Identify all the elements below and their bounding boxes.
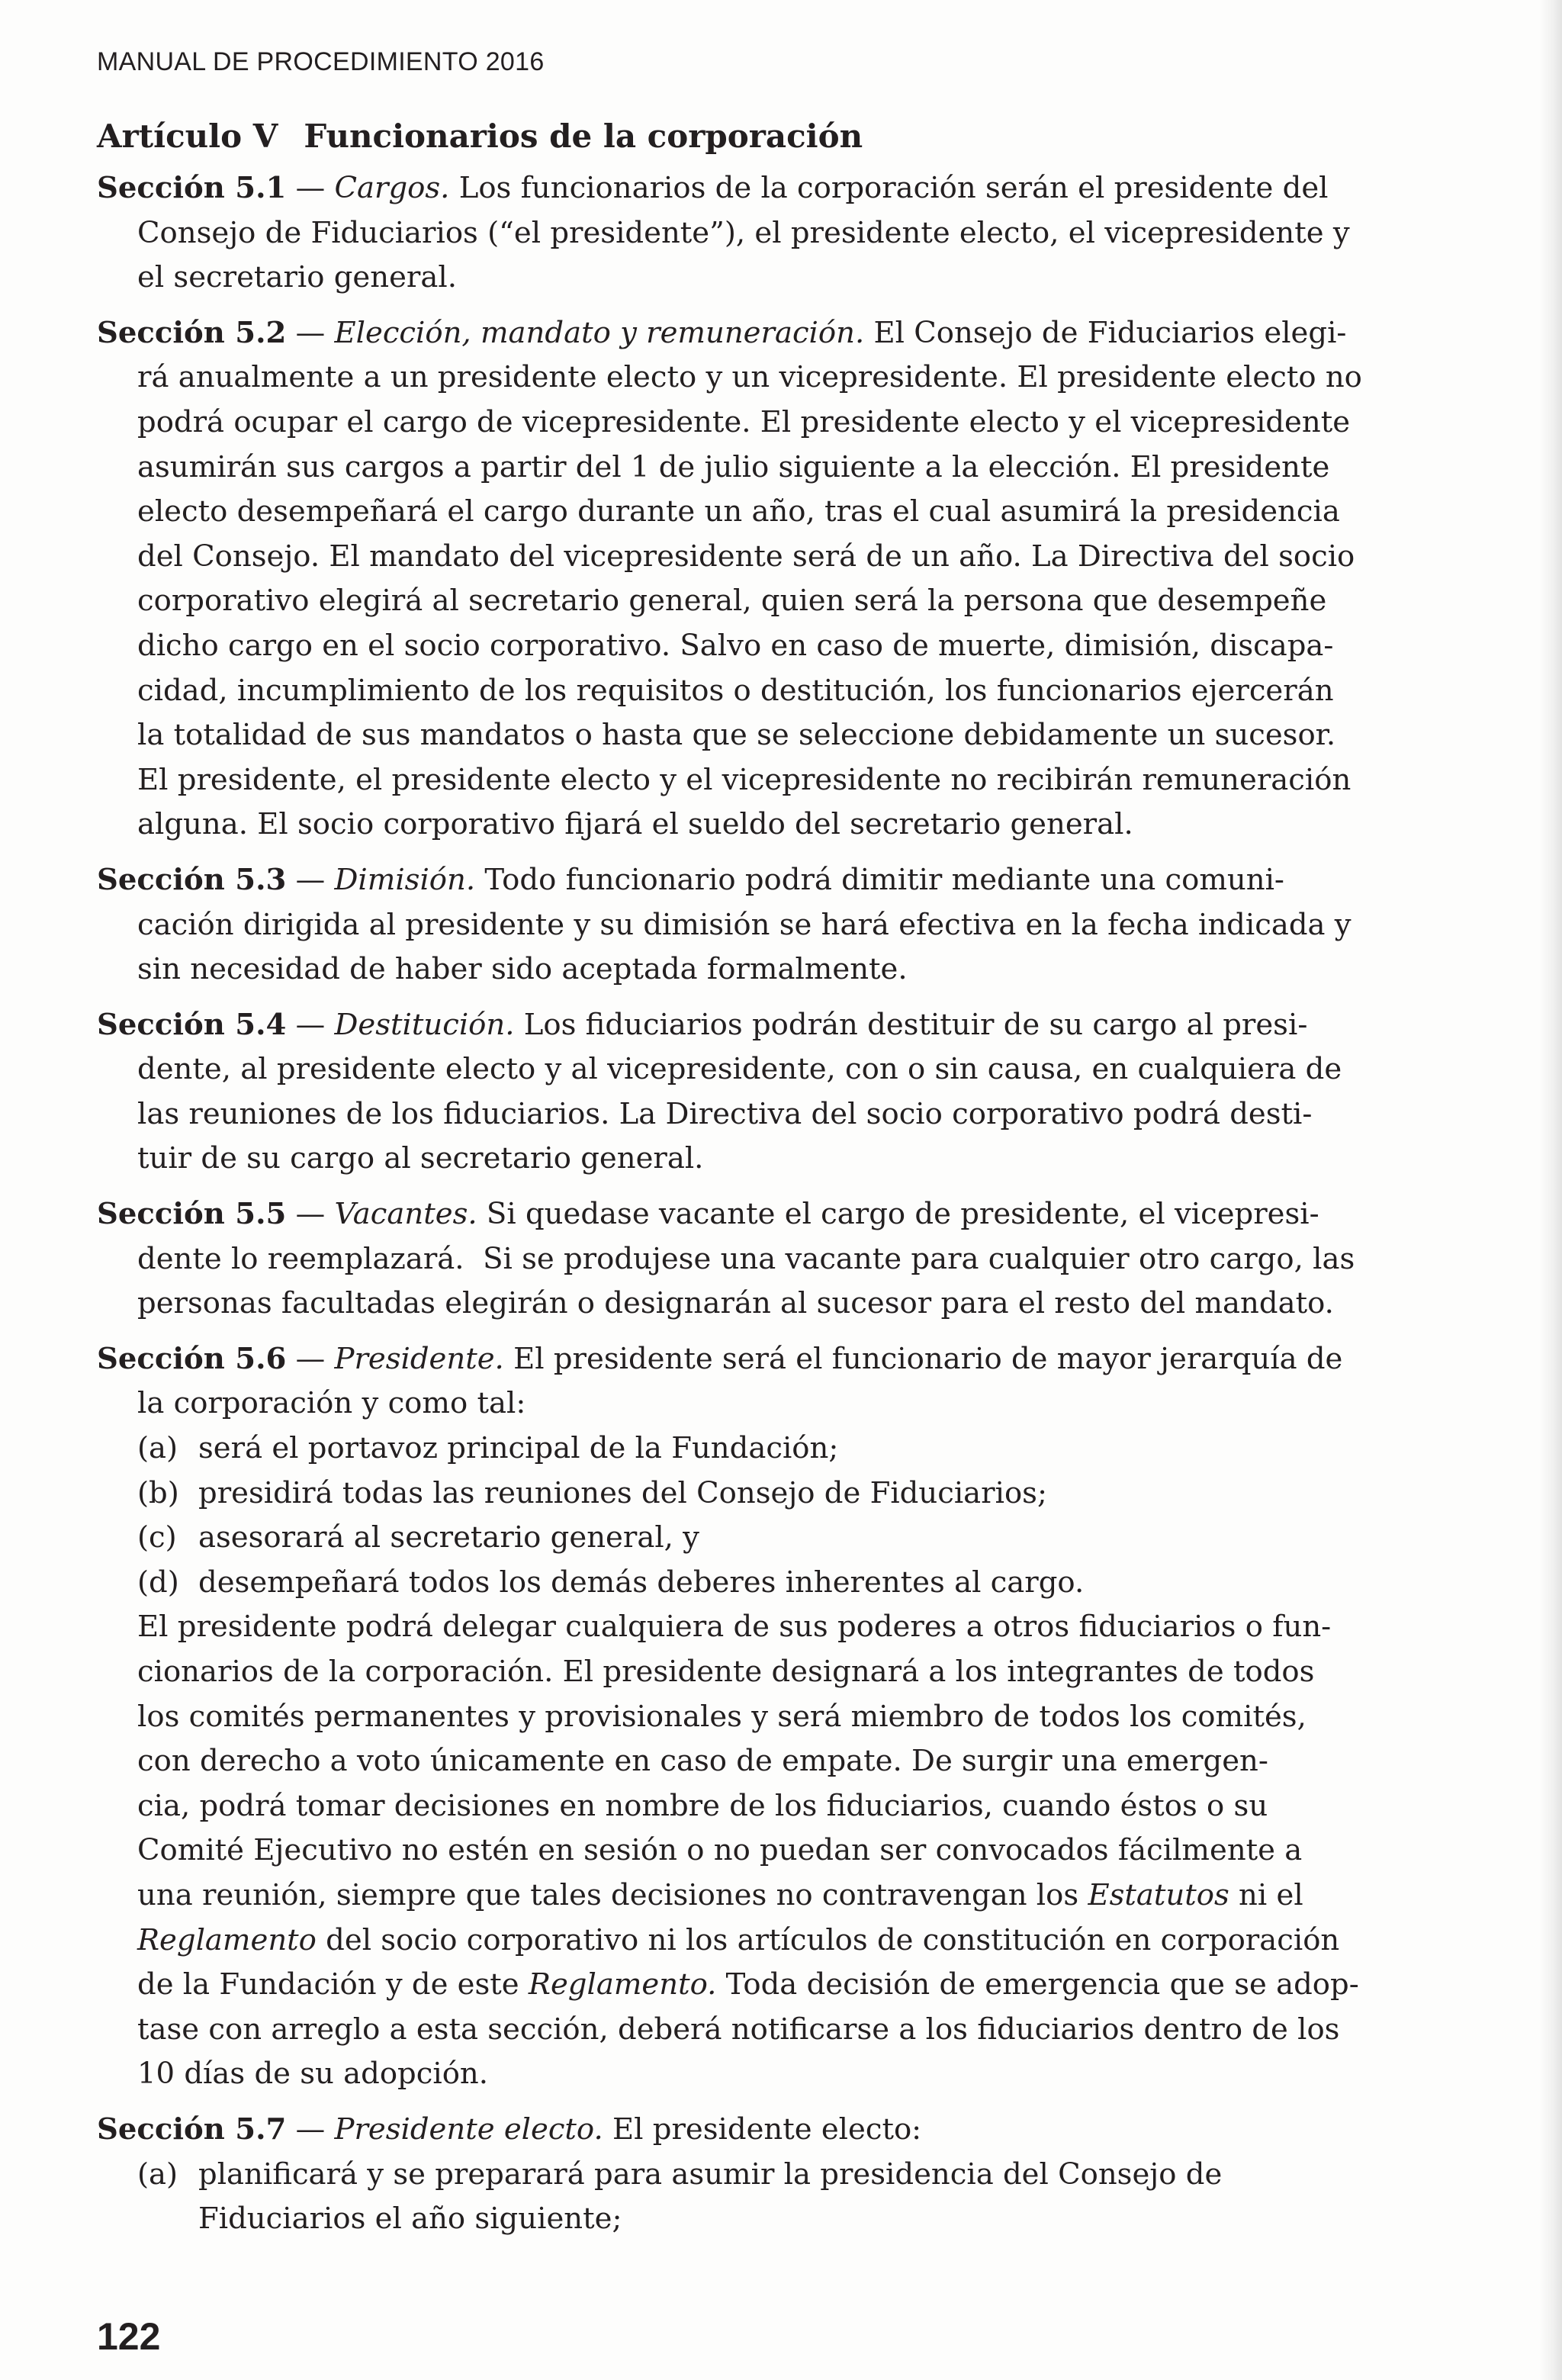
section-text: las reuniones de los fiduciarios. La Directiva del socio corporativo podrá desti- <box>137 1096 1313 1131</box>
page-number: 122 <box>97 2315 161 2358</box>
running-header: MANUAL DE PROCEDIMIENTO 2016 <box>97 47 545 76</box>
section-text: asumirán sus cargos a partir del 1 de julio siguiente a la elección. El presidente <box>137 449 1330 484</box>
list-item-letter: (a) <box>137 1431 178 1466</box>
section-5-4 <box>97 1003 1420 1182</box>
article-heading <box>97 114 1420 159</box>
section-label: Sección 5.5 <box>97 1197 287 1232</box>
section-text: con derecho a voto únicamente en caso de empate. De surgir una emergen- <box>137 1744 1268 1779</box>
section-5-5 <box>97 1192 1420 1327</box>
section-text: Si quedase vacante el cargo de presidente, el vicepresi- <box>486 1197 1319 1232</box>
section-5-7 <box>97 2108 1420 2242</box>
article-label: Artículo V <box>97 117 278 155</box>
em-dash: — <box>295 862 326 897</box>
section-first-line <box>97 311 1420 356</box>
section-5-6 <box>97 1337 1420 2097</box>
section-text: del Consejo. El mandato del vicepresidente será de un año. La Directiva del socio <box>137 539 1355 574</box>
section-text: la totalidad de sus mandatos o hasta que se seleccione debidamente un sucesor. <box>137 718 1336 753</box>
list-item <box>97 2153 1420 2198</box>
section-text: ni el <box>1229 1877 1303 1912</box>
section-first-line <box>97 858 1420 903</box>
section-text: la corporación y como tal: <box>137 1386 526 1421</box>
section-heading: Vacantes. <box>334 1197 477 1232</box>
list-item-letter: (b) <box>137 1475 179 1510</box>
list-item <box>97 1471 1420 1516</box>
section-text: cia, podrá tomar decisiones en nombre de los fiduciarios, cuando éstos o su <box>137 1788 1268 1823</box>
section-text: Todo funcionario podrá dimitir mediante una comuni- <box>484 862 1284 897</box>
article-title: Funcionarios de la corporación <box>304 117 863 155</box>
italic-reference: Estatutos <box>1088 1877 1229 1912</box>
page-body <box>97 114 1420 2253</box>
em-dash: — <box>295 1197 326 1232</box>
section-text: personas facultadas elegirán o designarán al sucesor para el resto del mandato. <box>137 1286 1334 1321</box>
section-text: El presidente electo: <box>612 2111 922 2147</box>
italic-reference: Reglamento. <box>528 1967 717 2002</box>
section-text: una reunión, siempre que tales decisiones no contravengan los <box>137 1877 1088 1912</box>
section-text: El presidente será el funcionario de mayor jerarquía de <box>513 1341 1343 1376</box>
section-label: Sección 5.3 <box>97 862 287 897</box>
section-text: cación dirigida al presidente y su dimisión se hará efectiva en la fecha indicada y <box>137 907 1351 942</box>
section-first-line <box>97 1192 1420 1237</box>
section-first-line <box>97 1003 1420 1048</box>
section-label: Sección 5.4 <box>97 1007 287 1042</box>
section-first-line <box>97 2108 1420 2153</box>
section-heading: Dimisión. <box>334 862 476 897</box>
section-text: El Consejo de Fiduciarios elegi- <box>873 315 1347 350</box>
section-text: Comité Ejecutivo no estén en sesión o no puedan ser convocados fácilmente a <box>137 1833 1303 1868</box>
section-text: electo desempeñará el cargo durante un año, tras el cual asumirá la presidencia <box>137 494 1340 529</box>
section-text: El presidente podrá delegar cualquiera de sus poderes a otros fiduciarios o fun- <box>137 1610 1332 1645</box>
section-label: Sección 5.6 <box>97 1341 287 1376</box>
section-5-2 <box>97 311 1420 847</box>
section-label: Sección 5.7 <box>97 2111 287 2147</box>
section-text: sin necesidad de haber sido aceptada formalmente. <box>137 952 908 987</box>
section-text: Toda decisión de emergencia que se adop- <box>716 1967 1359 2002</box>
section-first-line <box>97 1337 1420 1382</box>
em-dash: — <box>295 1341 326 1376</box>
em-dash: — <box>295 171 326 205</box>
section-heading: Presidente electo. <box>334 2111 603 2147</box>
section-text: dente lo reemplazará. Si se produjese una vacante para cualquier otro cargo, las <box>137 1241 1355 1276</box>
section-heading: Destitución. <box>334 1007 515 1042</box>
section-text: del socio corporativo ni los artículos de constitución en corporación <box>316 1922 1340 1957</box>
section-text: los comités permanentes y provisionales y será miembro de todos los comités, <box>137 1699 1306 1734</box>
section-text: cidad, incumplimiento de los requisitos o destitución, los funcionarios ejercerán <box>137 673 1334 708</box>
list-item-text: planificará y se preparará para asumir la presidencia del Consejo de <box>198 2156 1223 2192</box>
section-first-line <box>97 166 1420 211</box>
page-edge-shadow <box>1539 0 1562 2380</box>
section-text-line <box>97 1963 1420 2008</box>
section-text: tuir de su cargo al secretario general. <box>137 1141 704 1176</box>
section-5-3 <box>97 858 1420 992</box>
list-item-letter: (a) <box>137 2156 178 2192</box>
section-text: rá anualmente a un presidente electo y un vicepresidente. El presidente electo no <box>137 360 1362 395</box>
section-text: 10 días de su adopción. <box>137 2057 489 2092</box>
section-text: Los funcionarios de la corporación serán el presidente del <box>458 171 1329 205</box>
list-item-text: será el portavoz principal de la Fundación; <box>198 1431 839 1466</box>
list-item <box>97 1561 1420 1606</box>
list-item <box>97 1516 1420 1561</box>
section-text-line <box>97 1873 1420 1918</box>
section-label: Sección 5.2 <box>97 315 287 350</box>
section-text: dicho cargo en el socio corporativo. Salvo en caso de muerte, dimisión, discapa- <box>137 628 1334 663</box>
list-item-letter: (c) <box>137 1520 177 1555</box>
section-heading: Cargos. <box>334 171 450 205</box>
list-item-letter: (d) <box>137 1565 179 1600</box>
section-text: Consejo de Fiduciarios (“el presidente”), el presidente electo, el vicepresidente y <box>137 215 1350 250</box>
section-text: podrá ocupar el cargo de vicepresidente. El presidente electo y el vicepresidente <box>137 404 1351 439</box>
list-item-continuation: Fiduciarios el año siguiente; <box>198 2202 622 2237</box>
list-item-text: presidirá todas las reuniones del Consejo de Fiduciarios; <box>198 1475 1047 1510</box>
section-text-line <box>97 1918 1420 1963</box>
em-dash: — <box>295 1007 326 1042</box>
section-text: alguna. El socio corporativo fijará el sueldo del secretario general. <box>137 807 1133 842</box>
section-text: dente, al presidente electo y al vicepresidente, con o sin causa, en cualquiera de <box>137 1052 1342 1087</box>
section-text: corporativo elegirá al secretario general, quien será la persona que desempeñe <box>137 584 1327 619</box>
list-item <box>97 1426 1420 1471</box>
list-item-text: asesorará al secretario general, y <box>198 1520 699 1555</box>
section-heading: Presidente. <box>334 1341 504 1376</box>
list-item-text: desempeñará todos los demás deberes inherentes al cargo. <box>198 1565 1085 1600</box>
section-text: el secretario general. <box>137 260 457 295</box>
em-dash: — <box>295 315 326 350</box>
section-text: El presidente, el presidente electo y el vicepresidente no recibirán remuneración <box>137 762 1351 797</box>
em-dash: — <box>295 2111 326 2147</box>
section-text: tase con arreglo a esta sección, deberá notificarse a los fiduciarios dentro de los <box>137 2012 1340 2047</box>
section-heading: Elección, mandato y remuneración. <box>334 315 865 350</box>
section-text: Los fiduciarios podrán destituir de su cargo al presi- <box>523 1007 1308 1042</box>
section-text: de la Fundación y de este <box>137 1967 529 2002</box>
section-text: cionarios de la corporación. El presidente designará a los integrantes de todos <box>137 1655 1315 1689</box>
italic-reference: Reglamento <box>137 1922 317 1957</box>
section-5-1 <box>97 166 1420 301</box>
section-label: Sección 5.1 <box>97 171 287 205</box>
